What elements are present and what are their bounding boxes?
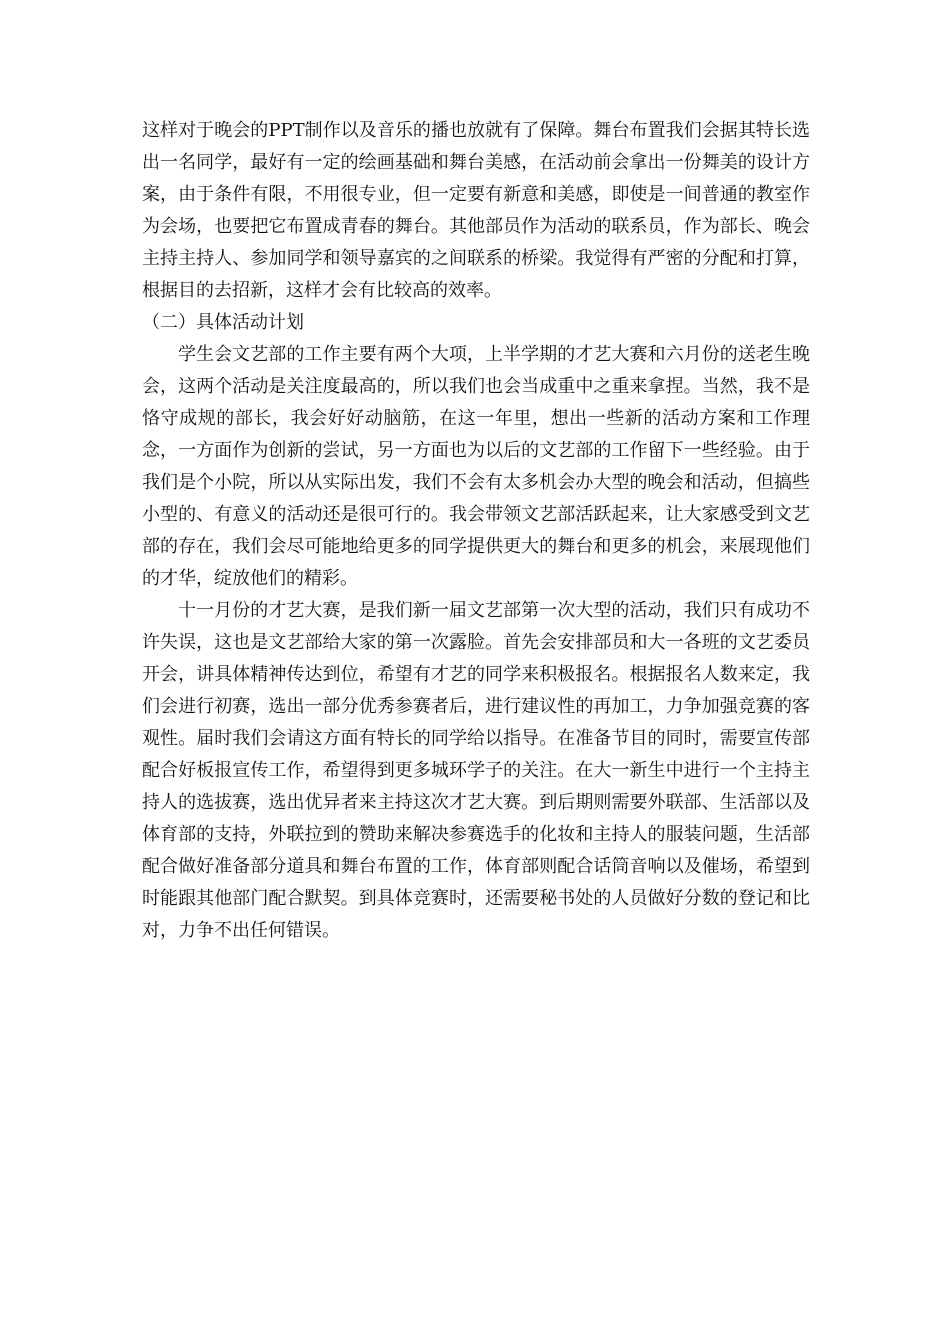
paragraph-work-overview: 学生会文艺部的工作主要有两个大项，上半学期的才艺大赛和六月份的送老生晚会，这两个活动是关注度最高的，所以我们也会当成重中之重来拿捏。当然，我不是恪守成规的部长，我会好好动脑筋，在这一年里，想出一些新的活动方案和工作理念，一方面作为创新的尝试，另一方面也为以后的文艺部的工作留下一些经验。由于我们是个小院，所以从实际出发，我们不会有太多机会办大型的晚会和活动，但搞些小型的、有意义的活动还是很可行的。我会带领文艺部活跃起来，让大家感受到文艺部的存在，我们会尽可能地给更多的同学提供更大的舞台和更多的机会，来展现他们的才华，绽放他们的精彩。 bbox=[142, 344, 810, 589]
document-body bbox=[142, 115, 810, 947]
section-heading: （二）具体活动计划 bbox=[142, 312, 304, 333]
paragraph-talent-contest: 十一月份的才艺大赛，是我们新一届文艺部第一次大型的活动，我们只有成功不许失误，这也是文艺部给大家的第一次露脸。首先会安排部员和大一各班的文艺委员开会，讲具体精神传达到位，希望有才艺的同学来积极报名。根据报名人数来定，我们会进行初赛，选出一部分优秀参赛者后，进行建议性的再加工，力争加强竞赛的客观性。届时我们会请这方面有特长的同学给以指导。在准备节目的同时，需要宣传部配合好板报宣传工作，希望得到更多城环学子的关注。在大一新生中进行一个主持主持人的选拔赛，选出优异者来主持这次才艺大赛。到后期则需要外联部、生活部以及体育部的支持，外联拉到的赞助来解决参赛选手的化妆和主持人的服装问题，生活部配合做好准备部分道具和舞台布置的工作，体育部则配合话筒音响以及催场，希望到时能跟其他部门配合默契。到具体竞赛时，还需要秘书处的人员做好分数的登记和比对，力争不出任何错误。 bbox=[142, 600, 810, 941]
paragraph-continuation: 这样对于晚会的PPT制作以及音乐的播也放就有了保障。舞台布置我们会据其特长选出一名同学，最好有一定的绘画基础和舞台美感，在活动前会拿出一份舞美的设计方案，由于条件有限，不用很专业，但一定要有新意和美感，即使是一间普通的教室作为会场，也要把它布置成青春的舞台。其他部员作为活动的联系员，作为部长、晚会主持主持人、参加同学和领导嘉宾的之间联系的桥梁。我觉得有严密的分配和打算，根据目的去招新，这样才会有比较高的效率。 bbox=[142, 120, 810, 301]
